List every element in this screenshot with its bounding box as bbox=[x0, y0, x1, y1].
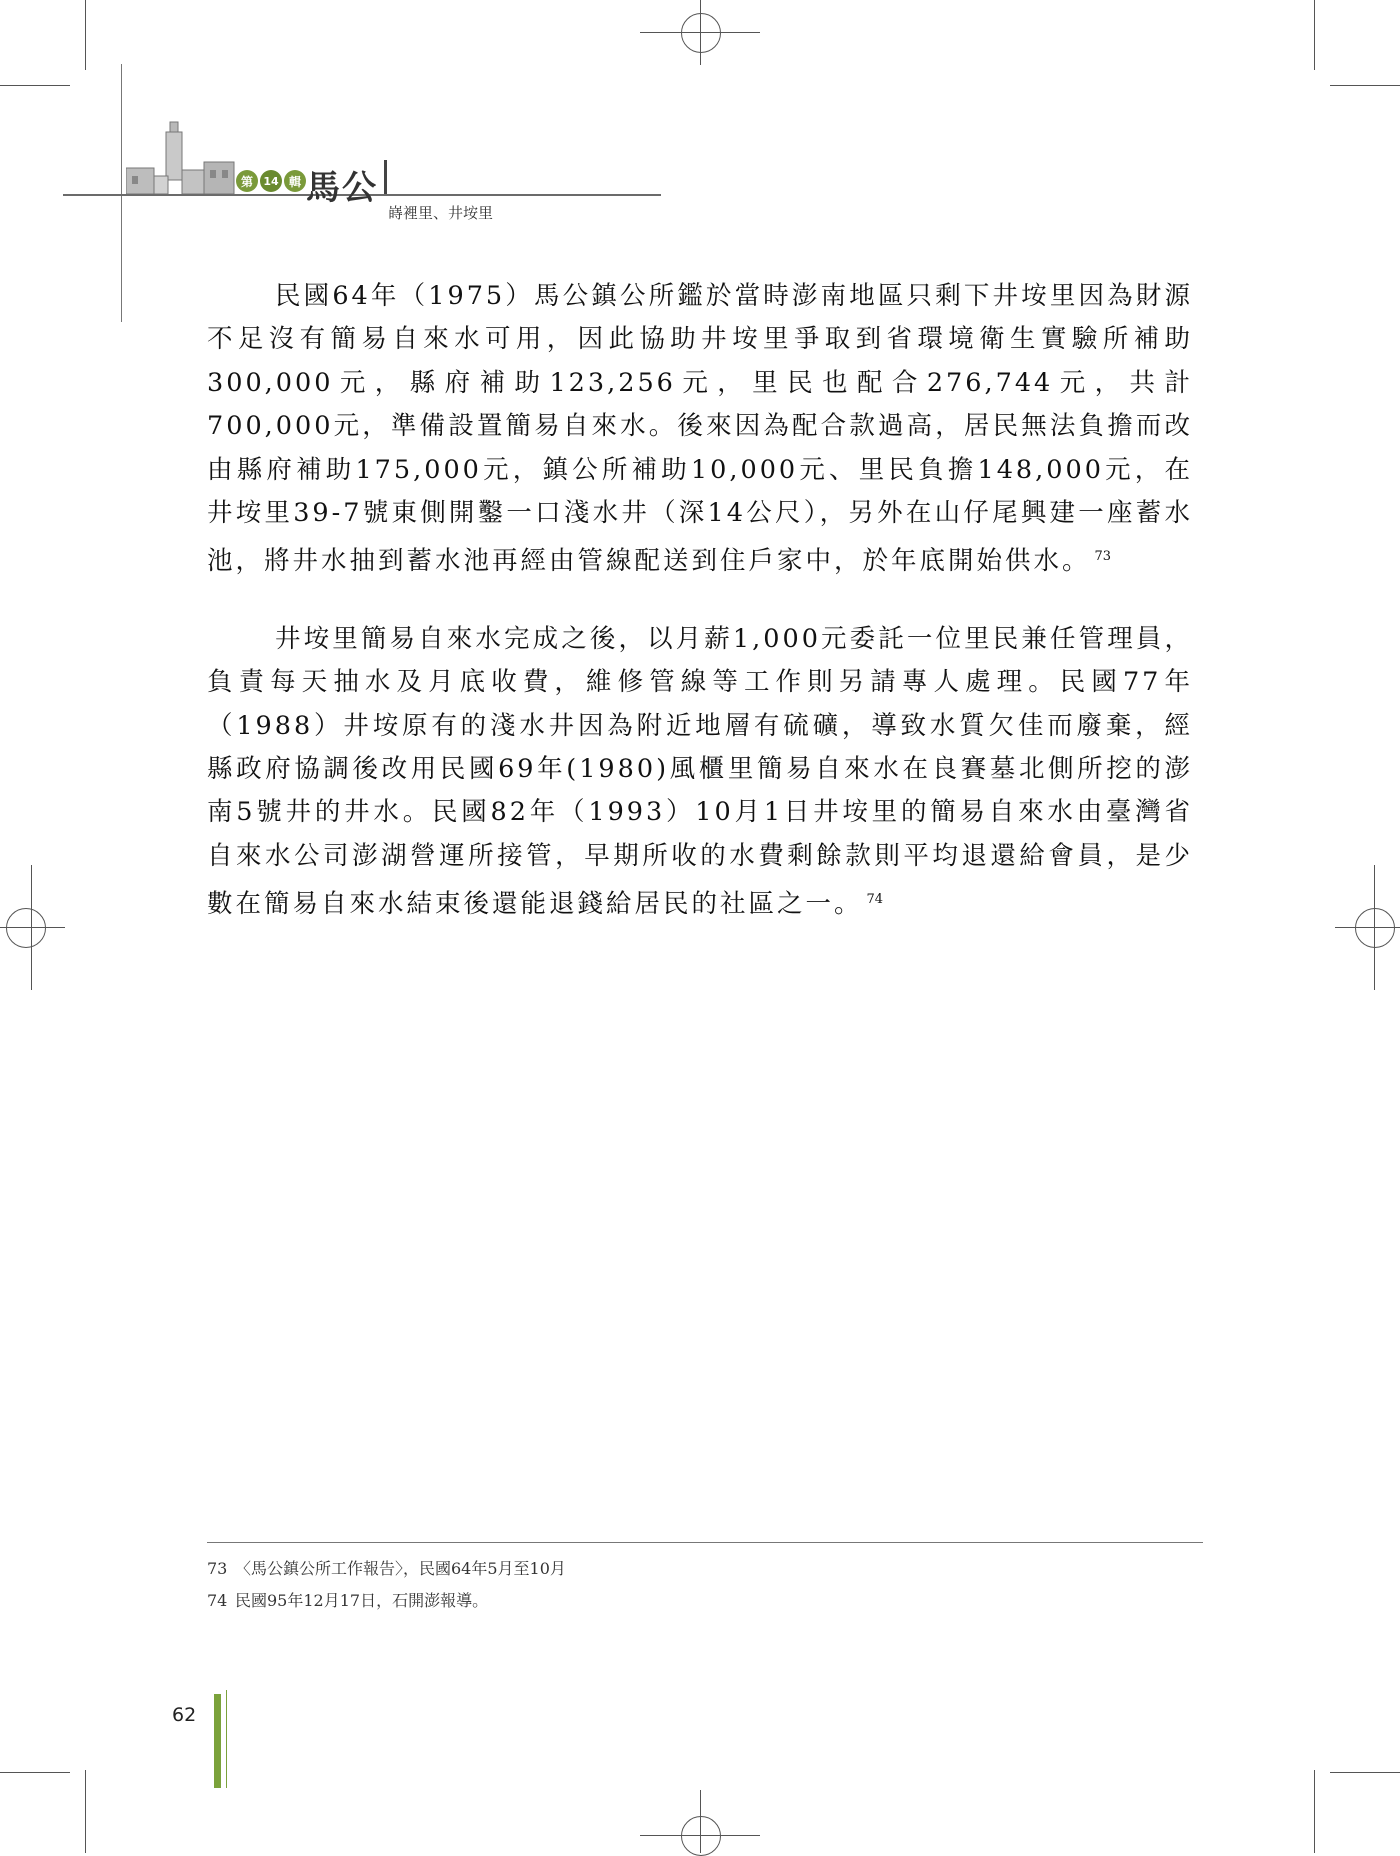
series-title: 馬公 bbox=[306, 168, 378, 208]
registration-mark bbox=[1374, 865, 1375, 990]
crop-mark bbox=[1314, 0, 1315, 70]
main-text bbox=[207, 275, 1193, 961]
paragraph-text: 井垵里簡易自來水完成之後，以月薪1,000元委託一位里民兼任管理員，負責每天抽水及月底收費，維修管線等工作則另請專人處理。民國77年（1988）井垵原有的淺水井因為附近地層有硫礦，導致水質欠佳而廢棄，經縣政府協調後改用民國69年(1980)風櫃里簡易自來水在良賽墓北側所挖的澎南5號井的井水。民國82年（1993）10月1日井垵里的簡易自來水由臺灣省自來水公司澎湖營運所接管，早期所收的水費剩餘款則平均退還給會員，是少數在簡易自來水結束後還能退錢給居民的社區之一。 bbox=[207, 623, 1193, 920]
crop-mark bbox=[1330, 1772, 1400, 1773]
crop-mark bbox=[1330, 85, 1400, 86]
harbor-buildings-icon bbox=[126, 120, 236, 194]
crop-mark bbox=[0, 1772, 70, 1773]
chapter-suffix: 輯 bbox=[284, 170, 306, 192]
title-divider bbox=[384, 160, 387, 194]
page-accent-bar bbox=[214, 1694, 221, 1788]
registration-mark bbox=[1335, 927, 1400, 928]
paragraph bbox=[207, 275, 1193, 584]
registration-mark bbox=[700, 0, 701, 65]
crop-mark bbox=[85, 0, 86, 70]
paragraph bbox=[207, 618, 1193, 927]
footnote-text: 民國95年12月17日，石開澎報導。 bbox=[235, 1591, 489, 1610]
crop-mark bbox=[85, 1770, 86, 1853]
chapter-number: 14 bbox=[260, 170, 282, 192]
registration-mark bbox=[681, 13, 721, 53]
registration-mark bbox=[681, 1816, 721, 1856]
footnote-ref: 73 bbox=[1094, 549, 1112, 565]
footnote-divider bbox=[207, 1542, 1203, 1543]
footnote-text: 〈馬公鎮公所工作報告〉，民國64年5月至10月 bbox=[235, 1559, 566, 1578]
paragraph-text: 民國64年（1975）馬公鎮公所鑑於當時澎南地區只剩下井垵里因為財源不足沒有簡易自來水可用，因此協助井垵里爭取到省環境衛生實驗所補助300,000元，縣府補助123,256元，里民也配合276,744元，共計700,000元，準備設置簡易自來水。後來因為配合款過高，居民無法負擔而改由縣府補助175,000元，鎮公所補助10,000元、里民負擔148,000元，在井垵里39-7號東側開鑿一口淺水井（深14公尺），另外在山仔尾興建一座蓄水池，將井水抽到蓄水池再經由管線配送到住戶家中，於年底開始供水。 bbox=[207, 281, 1193, 577]
page-accent-line bbox=[226, 1690, 227, 1788]
footnote bbox=[207, 1556, 566, 1579]
registration-mark bbox=[1355, 908, 1395, 948]
footnote-number: 74 bbox=[207, 1591, 228, 1610]
chapter-prefix: 第 bbox=[236, 170, 258, 192]
registration-mark bbox=[700, 1790, 701, 1853]
crop-mark bbox=[1314, 1770, 1315, 1853]
registration-mark bbox=[31, 865, 32, 990]
footnote-number: 73 bbox=[207, 1559, 228, 1578]
section-label: 嵵裡里、井垵里 bbox=[388, 204, 494, 222]
registration-mark bbox=[0, 927, 65, 928]
header-vertical-rule bbox=[121, 64, 122, 322]
page-number: 62 bbox=[172, 1704, 197, 1726]
footnote bbox=[207, 1588, 488, 1611]
chapter-badge bbox=[236, 170, 306, 192]
footnote-ref: 74 bbox=[866, 892, 884, 908]
crop-mark bbox=[0, 85, 70, 86]
registration-mark bbox=[6, 908, 46, 948]
